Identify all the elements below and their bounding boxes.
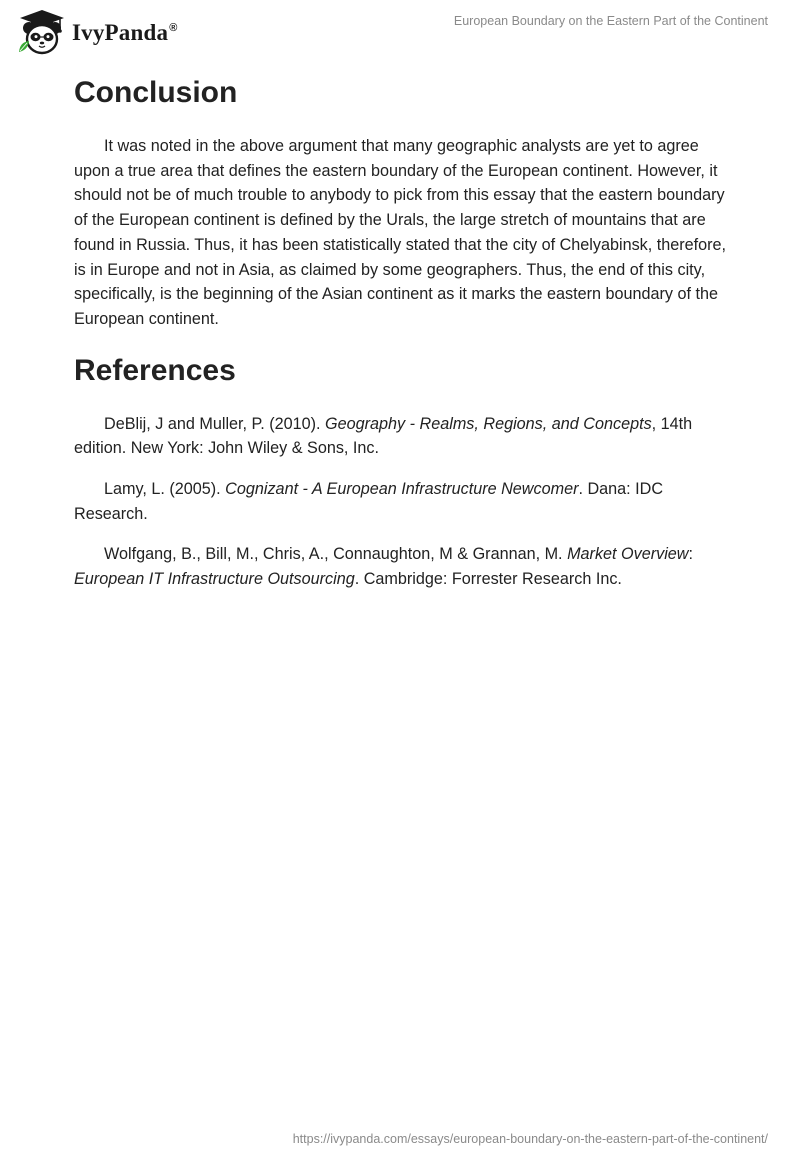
logo-wordmark: IvyPanda® <box>72 20 178 45</box>
source-url-link[interactable]: https://ivypanda.com/essays/european-boundary-on-the-eastern-part-of-the-continent/ <box>292 1132 768 1146</box>
conclusion-paragraph: It was noted in the above argument that many geographic analysts are yet to agree upon a true area that defines the eastern boundary of the European continent. However, it should not be of much trouble to anybody to pick from this essay that the eastern boundary of the European continent is defined by the Urals, the large stretch of mountains that are found in Russia. Thus, it has been statistically stated that the city of Chelyabinsk, therefore, is in Europe and not in Asia, as claimed by some geographers. Thus, the end of this city, specifically, is the beginning of the Asian continent as it marks the eastern boundary of the European continent. <box>74 137 727 328</box>
reference-title: Cognizant - A European Infrastructure Newcomer <box>225 480 579 499</box>
reference-item: Wolfgang, B., Bill, M., Chris, A., Connaughton, M & Grannan, M. Market Overview: European IT Infrastructure Outsourcing. Cambridge: Forrester Research Inc. <box>74 545 693 589</box>
panda-graduate-icon <box>16 8 68 56</box>
reference-subtitle: European IT Infrastructure Outsourcing <box>74 570 355 589</box>
document-running-title: European Boundary on the Eastern Part of the Continent <box>453 14 768 28</box>
conclusion-heading: Conclusion <box>74 76 238 109</box>
registered-mark: ® <box>169 22 178 35</box>
references-heading: References <box>74 353 236 387</box>
reference-item: DeBlij, J and Muller, P. (2010). Geography - Realms, Regions, and Concepts, 14th edition. New York: John Wiley & Sons, Inc. <box>74 414 693 458</box>
reference-title: Geography - Realms, Regions, and Concepts <box>325 414 652 433</box>
ivypanda-logo[interactable] <box>16 8 178 56</box>
reference-title: Market Overview <box>567 545 689 564</box>
page-header <box>0 0 800 60</box>
document-body <box>74 70 734 592</box>
reference-item: Lamy, L. (2005). Cognizant - A European Infrastructure Newcomer. Dana: IDC Research. <box>74 480 664 523</box>
